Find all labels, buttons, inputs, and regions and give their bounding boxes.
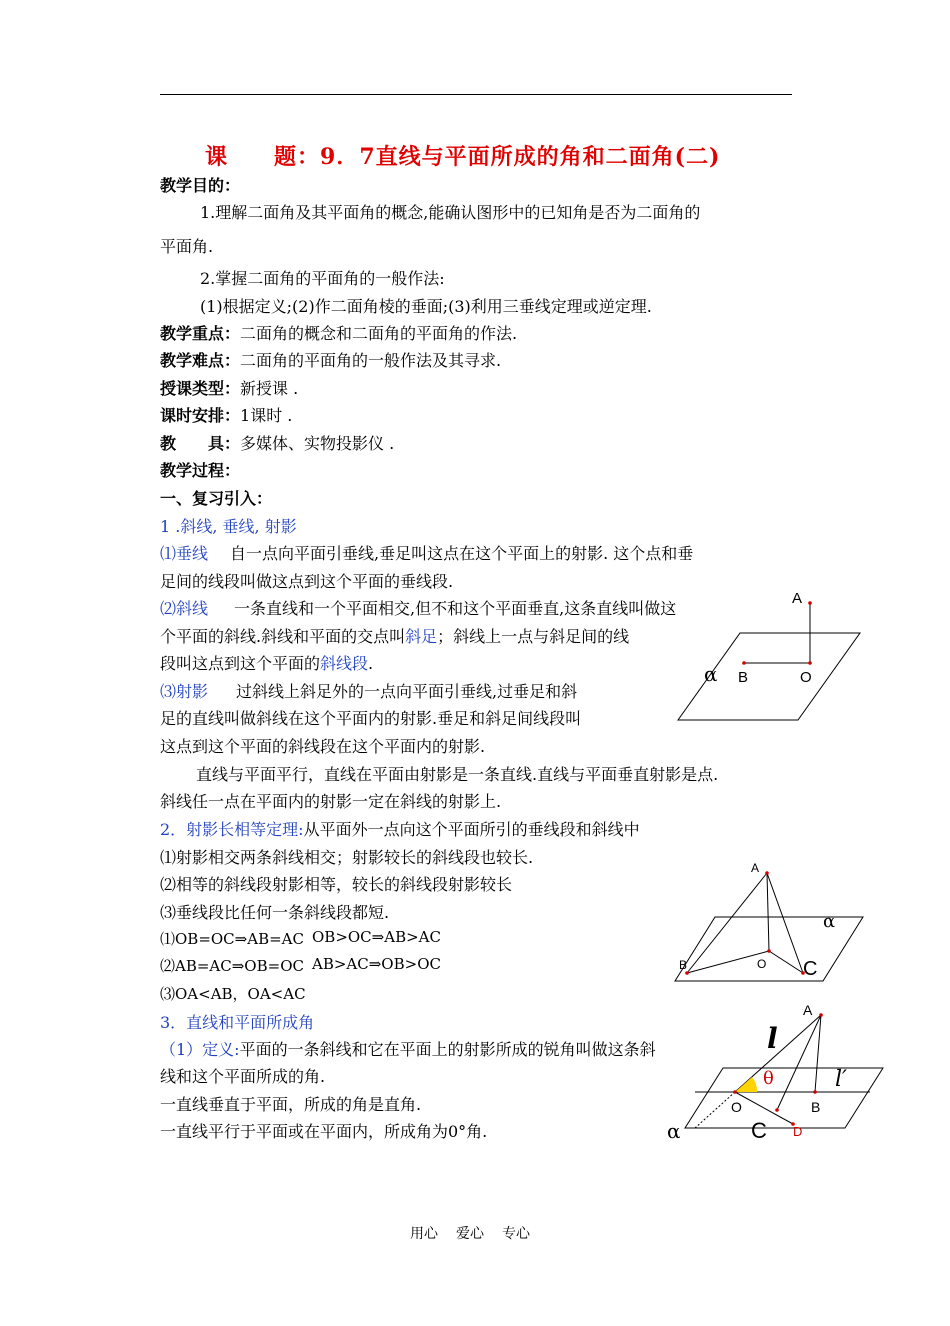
oblique-def-line3: 段叫这点到这个平面的斜线段. [160,654,374,673]
label-C: C [751,1118,767,1143]
label-A: A [792,590,803,607]
sub-heading-3: 3．直线和平面所成角 [160,1013,315,1032]
process-heading: 教学过程： [160,461,241,480]
label-O: O [731,1099,742,1115]
label-alpha: α [667,1119,681,1143]
projection-def-line3: 这点到这个平面的斜线段在这个平面内的射影. [160,737,486,756]
page-title: 课 题：9．7直线与平面所成的角和二面角(二) [205,144,721,170]
label-l-prime: l′ [835,1067,848,1092]
header-rule [160,94,792,95]
label-O: O [800,669,812,686]
label-l: l [767,1022,778,1055]
formula-2a: ⑵AB=AC⇒OB=OC [160,957,304,975]
projection-def-line1: ⑶射影 过斜线上斜足外的一点向平面引垂线,过垂足和斜 [160,682,578,701]
figure-perpendicular-projection [670,585,870,730]
goal-1-line1: 1.理解二面角及其平面角的概念,能确认图形中的已知角是否为二面角的 [200,203,701,222]
difficulty-row: 教学难点：二面角的平面角的一般作法及其寻求. [160,351,502,370]
section-review-heading: 一、复习引入： [160,489,273,508]
goal-1-line2: 平面角. [160,237,214,256]
sub-heading-1: 1 .斜线, 垂线, 射影 [160,517,297,536]
class-hours-row: 课时安排：1课时 . [160,406,293,425]
theorem-item-3: ⑶垂线段比任何一条斜线段都短. [160,903,390,922]
label-O: O [757,957,767,971]
angle-def-line2: 线和这个平面所成的角. [160,1067,326,1086]
projection-def-line2: 足的直线叫做斜线在这个平面内的射影.垂足和斜足间线段叫 [160,709,582,728]
goal-2-methods: (1)根据定义;(2)作二面角棱的垂面;(3)利用三垂线定理或逆定理. [200,297,652,316]
teaching-tools-row: 教 具：多媒体、实物投影仪 . [160,434,395,453]
theorem-item-2: ⑵相等的斜线段射影相等，较长的斜线段射影较长 [160,875,513,894]
label-D: D [793,1124,803,1139]
summary-line2: 斜线任一点在平面内的射影一定在斜线的射影上. [160,792,502,811]
figure-line-plane-angle [655,1000,885,1150]
figure-projection-length [655,855,870,990]
formula-1b: OB>OC⇒AB>AC [312,928,441,946]
label-B: B [738,669,749,686]
angle-def-line1: （1）定义:平面的一条斜线和它在平面上的射影所成的锐角叫做这条斜 [160,1040,656,1059]
summary-line1: 直线与平面平行，直线在平面由射影是一条直线.直线与平面垂直射影是点. [196,765,719,784]
perpendicular-case: 一直线垂直于平面，所成的角是直角. [160,1095,422,1114]
label-A: A [751,861,760,875]
key-point-row: 教学重点：二面角的概念和二面角的平面角的作法. [160,324,518,343]
perpendicular-def-line2: 足间的线段叫做这点到这个平面的垂线段. [160,572,454,591]
oblique-def-line1: ⑵斜线 一条直线和一个平面相交,但不和这个平面垂直,这条直线叫做这 [160,599,677,618]
perpendicular-def-line1: ⑴垂线 自一点向平面引垂线,垂足叫这点在这个平面上的射影. 这个点和垂 [160,544,694,563]
label-theta: θ [763,1068,774,1089]
parallel-case: 一直线平行于平面或在平面内，所成角为0°角. [160,1122,488,1141]
formula-1a: ⑴OB=OC⇒AB=AC [160,930,304,948]
label-alpha: α [704,662,718,686]
theorem-heading: 2．射影长相等定理:从平面外一点向这个平面所引的垂线段和斜线中 [160,820,640,839]
label-A: A [803,1002,813,1018]
formula-3: ⑶OA<AB，OA<AC [160,985,306,1003]
label-alpha: α [823,911,836,932]
goals-heading: 教学目的： [160,176,241,195]
formula-2b: AB>AC⇒OB>OC [312,955,441,973]
label-B: B [811,1099,821,1115]
theorem-item-1: ⑴射影相交两条斜线相交；射影较长的斜线段也较长. [160,848,534,867]
page-footer: 用心 爱心 专心 [410,1226,530,1242]
lesson-type-row: 授课类型：新授课 . [160,379,299,398]
label-B: B [679,958,688,972]
oblique-def-line2: 个平面的斜线.斜线和平面的交点叫斜足；斜线上一点与斜足间的线 [160,627,630,646]
label-C: C [803,958,818,980]
goal-2: 2.掌握二面角的平面角的一般作法: [200,269,445,288]
